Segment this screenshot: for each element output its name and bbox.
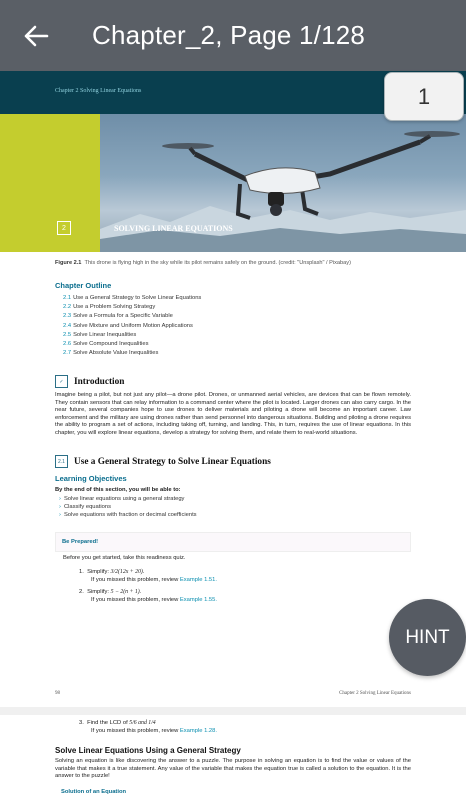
hint-button[interactable]: HINT bbox=[389, 599, 466, 676]
general-strategy-section bbox=[55, 746, 411, 795]
page-separator bbox=[0, 707, 466, 715]
objective-item: › Solve linear equations using a general strategy bbox=[59, 496, 185, 502]
example-link[interactable]: Example 1.51. bbox=[179, 577, 217, 583]
quiz-item-1: 1. Simplify: 3/2(12x + 20). bbox=[79, 569, 145, 575]
readiness-quiz bbox=[55, 554, 411, 604]
outline-item[interactable]: 2.4 Solve Mixture and Uniform Motion Applications bbox=[63, 322, 193, 329]
intro-icon: ✓ bbox=[55, 375, 68, 388]
example-link[interactable]: Example 1.55. bbox=[179, 597, 217, 603]
strategy-text: Solving an equation is like discovering the answer to a puzzle. The purpose in solving an equation is to find the value or values of the variable that makes it a true statement. Any value of the variable that makes the equation true is called a solution to the equation. It is the answer to the puzzle! bbox=[55, 758, 411, 779]
outline-item[interactable]: 2.2 Use a Problem Solving Strategy bbox=[63, 304, 156, 311]
be-prepared-box bbox=[55, 532, 411, 552]
quiz-item-1-review: If you missed this problem, review Example 1.51. bbox=[91, 577, 217, 583]
figure-caption-text: This drone is flying high in the sky while its pilot remains safely on the ground. (credit: "Unsplash" / Pixabay) bbox=[84, 260, 351, 266]
outline-item[interactable]: 2.7 Solve Absolute Value Inequalities bbox=[63, 350, 159, 357]
quiz-item-2-review: If you missed this problem, review Example 1.55. bbox=[91, 597, 217, 603]
solution-box-title: Solution of an Equation bbox=[61, 788, 127, 795]
outline-item[interactable]: 2.1 Use a General Strategy to Solve Linear Equations bbox=[63, 295, 202, 301]
page-number-badge[interactable]: 1 bbox=[384, 72, 464, 121]
page-footer-chapter: Chapter 2 Solving Linear Equations bbox=[339, 691, 411, 696]
chapter-title: SOLVING LINEAR EQUATIONS bbox=[114, 224, 233, 233]
outline-list bbox=[55, 294, 411, 358]
chapter-outline bbox=[55, 281, 411, 358]
objectives-lead: By the end of this section, you will be able to: bbox=[55, 487, 181, 493]
page-title: Chapter_2, Page 1/128 bbox=[92, 20, 366, 50]
outline-item[interactable]: 2.3 Solve a Formula for a Specific Variable bbox=[63, 313, 173, 320]
example-link[interactable]: Example 1.28. bbox=[179, 728, 217, 734]
quiz-item-2: 2. Simplify: 5 − 2(n + 1). bbox=[79, 589, 142, 595]
chapter-number-box: 2 bbox=[57, 221, 71, 235]
running-header: Chapter 2 Solving Linear Equations bbox=[55, 88, 142, 94]
intro-text: Imagine being a pilot, but not just any pilot—a drone pilot. Drones, or unmanned aerial vehicles, are devices that can be flown remotely. They contain sensors that can relay information to a command center where the pilot is located. Larger drones can also carry cargo. In the near future, several companies hope to use drones to deliver materials and piloting a drone will become an important career. Law enforcement and the military are using drones rather than send personnel into dangerous situations. Building and piloting a drone requires the ability to program a set of actions, including taking off, turning, and landing. This, in turn, requires the use of linear equations. In this chapter, you will explore linear equations, develop a strategy for solving them, and relate them to real-world situations. bbox=[55, 392, 411, 436]
quiz-item-3: 3. Find the LCD of 5/6 and 1/4 If you missed this problem, review Example 1.28. bbox=[55, 719, 411, 735]
page-footer bbox=[55, 691, 411, 696]
quiz-item-3-review: If you missed this problem, review Example 1.28. bbox=[91, 728, 217, 734]
back-arrow-icon bbox=[23, 25, 49, 47]
figure-caption bbox=[55, 260, 466, 266]
intro-title: Introduction bbox=[74, 376, 125, 387]
strategy-title: Solve Linear Equations Using a General Strategy bbox=[55, 746, 241, 755]
section-2-1 bbox=[55, 455, 411, 519]
objectives-title: Learning Objectives bbox=[55, 474, 127, 483]
app-bar bbox=[0, 0, 466, 71]
figure-label: Figure 2.1 bbox=[55, 260, 82, 266]
objectives-list bbox=[55, 495, 411, 519]
objective-item: › Solve equations with fraction or decimal coefficients bbox=[59, 512, 197, 518]
page-footer-number: 98 bbox=[55, 691, 60, 696]
section-number-box: 2.1 bbox=[55, 455, 68, 468]
document-page[interactable] bbox=[0, 71, 466, 800]
outline-item[interactable]: 2.5 Solve Linear Inequalities bbox=[63, 331, 137, 338]
outline-item[interactable]: 2.6 Solve Compound Inequalities bbox=[63, 341, 149, 348]
back-button[interactable] bbox=[0, 0, 72, 71]
introduction-section bbox=[55, 375, 411, 437]
objective-item: › Classify equations bbox=[59, 504, 111, 510]
hero-accent-block bbox=[0, 114, 100, 252]
section-title: Use a General Strategy to Solve Linear Equations bbox=[74, 456, 271, 467]
be-prepared-title: Be Prepared! bbox=[62, 539, 99, 545]
outline-title: Chapter Outline bbox=[55, 281, 112, 290]
quiz-lead: Before you get started, take this readiness quiz. bbox=[63, 555, 186, 561]
